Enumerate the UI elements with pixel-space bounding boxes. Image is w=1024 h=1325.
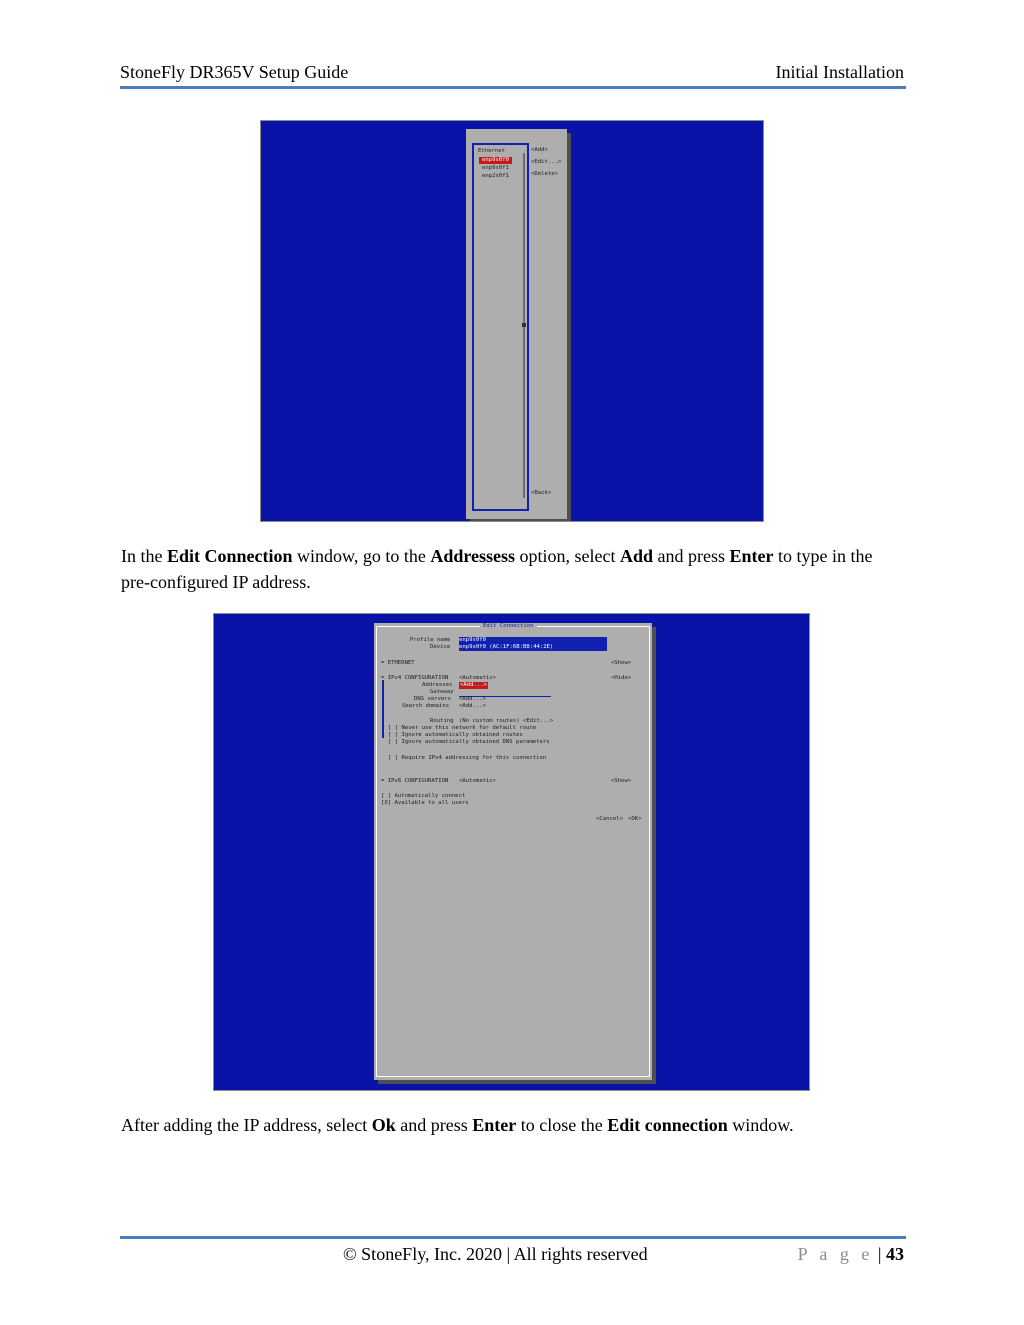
emphasis: Edit Connection — [166, 546, 293, 566]
ok-button[interactable]: <OK> — [628, 816, 642, 822]
back-button[interactable]: <Back> — [531, 490, 552, 496]
emphasis: Add — [620, 546, 654, 566]
search-domains-label: Search domains — [402, 703, 450, 709]
emphasis: Enter — [729, 546, 774, 566]
ignore-dns-checkbox[interactable]: [ ] Ignore automatically obtained DNS parameters — [388, 739, 550, 745]
dns-add-button[interactable]: <Add...> — [459, 696, 486, 702]
addresses-add-button[interactable]: <Add...> — [460, 682, 487, 688]
list-item[interactable]: enp9s0f1 — [482, 165, 509, 171]
text: After adding the IP address, select — [121, 1115, 372, 1135]
window-shadow — [378, 1080, 656, 1084]
text: to close the — [516, 1115, 608, 1135]
add-button[interactable]: <Add> — [531, 147, 548, 153]
window-shadow — [470, 519, 571, 522]
section-bar — [382, 680, 384, 738]
window-title: Edit Connection — [480, 623, 537, 630]
copyright-notice: © StoneFly, Inc. 2020 | All rights reserved — [343, 1244, 648, 1264]
instruction-paragraph — [121, 1112, 901, 1138]
connection-list — [472, 143, 529, 511]
text: and press — [395, 1115, 473, 1135]
page-label: P a g e — [797, 1244, 874, 1264]
all-users-checkbox[interactable]: [X] Available to all users — [381, 800, 469, 806]
text: to type in the pre-configured IP address. — [121, 546, 873, 592]
page-footer — [120, 1236, 906, 1276]
text: window. — [727, 1115, 794, 1135]
gateway-label: Gateway — [430, 689, 454, 695]
header-rule — [120, 86, 906, 89]
text: option, select — [515, 546, 621, 566]
instruction-paragraph — [121, 543, 901, 595]
edit-connection-screenshot — [213, 613, 810, 1091]
page-separator: | — [877, 1244, 882, 1264]
search-domains-add-button[interactable]: <Add...> — [459, 703, 486, 709]
profile-name-field[interactable]: enp9s0f0 — [459, 637, 607, 644]
connection-list-window — [466, 129, 567, 519]
ipv4-mode-button[interactable]: <Automatic> — [459, 675, 497, 681]
routing-edit-button[interactable]: (No custom routes) <Edit...> — [459, 718, 554, 724]
never-default-checkbox[interactable]: [ ] Never use this network for default route — [388, 725, 537, 731]
text: In the — [121, 546, 167, 566]
text: and press — [653, 546, 730, 566]
dns-label: DNS servers — [414, 696, 452, 702]
ipv6-section: = IPv6 CONFIGURATION — [381, 778, 449, 784]
ipv4-section: = IPv4 CONFIGURATION — [381, 675, 449, 681]
network-list-screenshot — [260, 120, 764, 522]
text: window, go to the — [292, 546, 431, 566]
ipv4-hide-button[interactable]: <Hide> — [611, 675, 632, 681]
require-ipv4-checkbox[interactable]: [ ] Require IPv4 addressing for this connection — [388, 755, 547, 761]
device-label: Device — [430, 644, 451, 650]
device-field[interactable]: enp9s0f0 (AC:1F:6B:B8:44:2E) — [459, 644, 607, 651]
ipv6-show-button[interactable]: <Show> — [611, 778, 632, 784]
scrollbar-thumb[interactable] — [522, 323, 526, 327]
page-number: 43 — [886, 1244, 904, 1264]
section-title: Initial Installation — [775, 62, 904, 82]
routing-label: Routing — [430, 718, 454, 724]
ethernet-section: = ETHERNET — [381, 660, 415, 666]
window-shadow — [652, 627, 656, 1084]
document-title: StoneFly DR365V Setup Guide — [120, 62, 349, 82]
page-header — [120, 60, 906, 90]
edit-button[interactable]: <Edit...> — [531, 159, 562, 165]
addresses-label: Addresses — [422, 682, 453, 688]
list-header: Ethernet — [478, 148, 505, 154]
profile-name-label: Profile name — [410, 637, 451, 643]
scrollbar[interactable] — [523, 153, 525, 498]
emphasis: Ok — [371, 1115, 396, 1135]
ipv6-mode-button[interactable]: <Automatic> — [459, 778, 497, 784]
emphasis: Addressess — [430, 546, 516, 566]
window-shadow — [567, 133, 571, 522]
emphasis: Edit connection — [607, 1115, 728, 1135]
ignore-routes-checkbox[interactable]: [ ] Ignore automatically obtained routes — [388, 732, 523, 738]
cancel-button[interactable]: <Cancel> — [596, 816, 623, 822]
list-item-selected[interactable]: enp9s0f0 — [479, 157, 512, 164]
footer-rule — [120, 1236, 906, 1239]
page-indicator — [798, 1244, 904, 1265]
ethernet-show-button[interactable]: <Show> — [611, 660, 632, 666]
emphasis: Enter — [472, 1115, 517, 1135]
list-item[interactable]: enp2s0f1 — [482, 173, 509, 179]
window-border — [376, 626, 650, 1077]
auto-connect-checkbox[interactable]: [ ] Automatically connect — [381, 793, 466, 799]
edit-connection-window — [374, 623, 652, 1080]
delete-button[interactable]: <Delete> — [531, 171, 558, 177]
